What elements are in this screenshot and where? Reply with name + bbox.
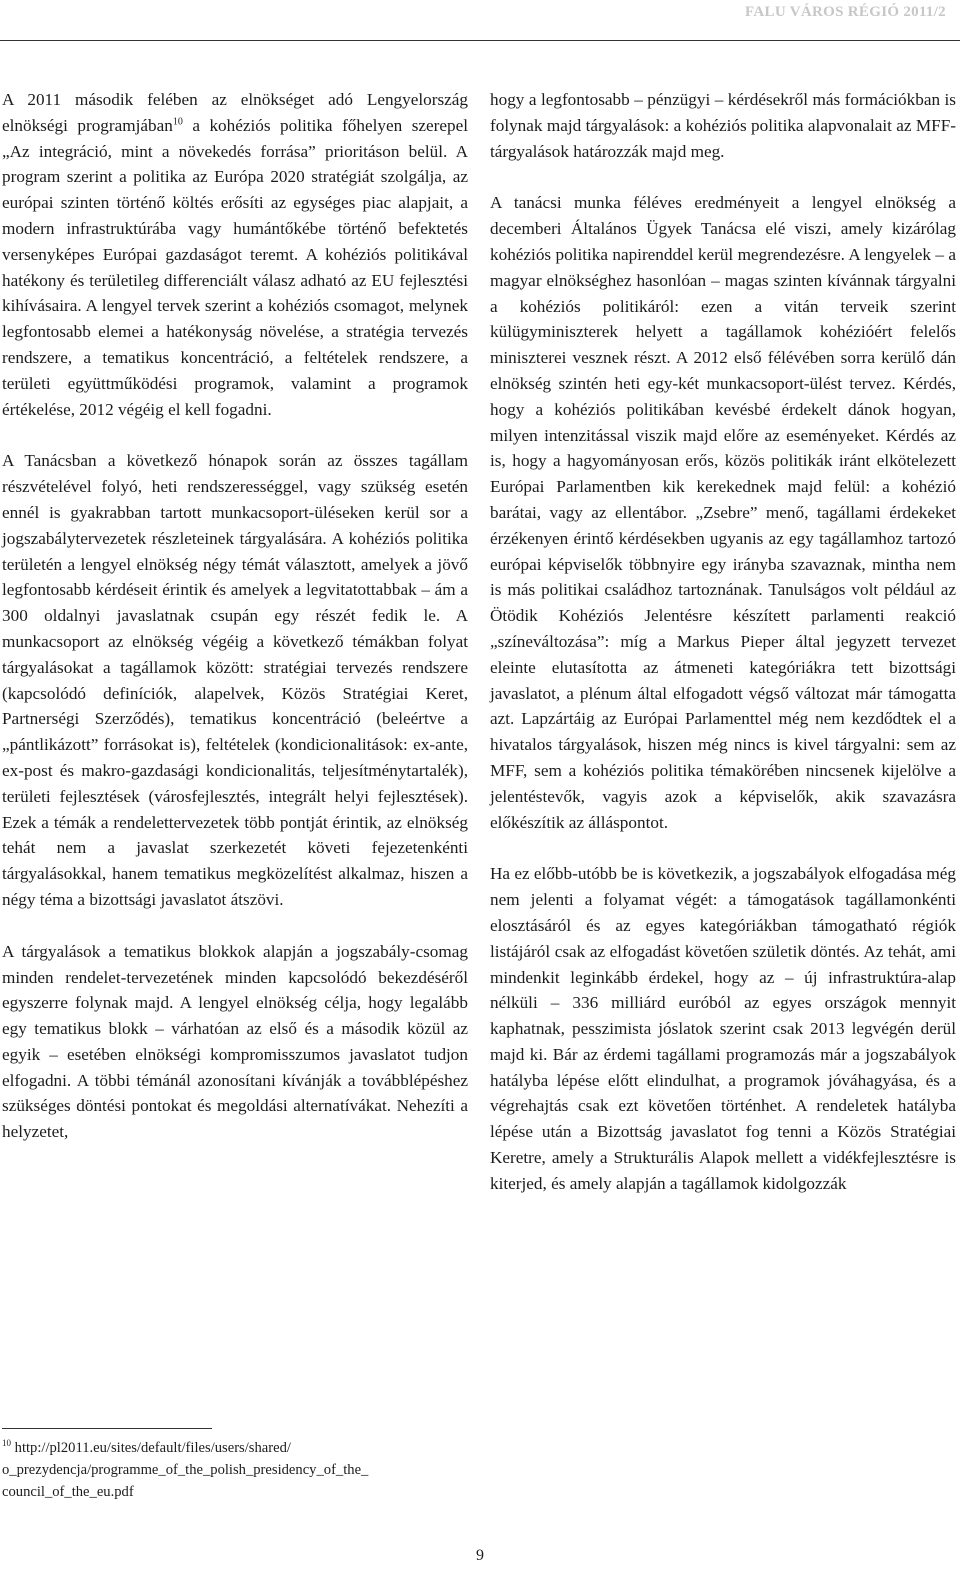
footnote [2, 1437, 472, 1503]
left-paragraph-1-start: A 2011 második felében az elnökséget adó Lengyelország elnökségi programjában [2, 90, 468, 135]
right-paragraph-3: Ha ez előbb-utóbb be is következik, a jogszabályok elfogadása még nem jelenti a folyamat végét: a támogatások tagállamonkénti elosztásáról és az egyes kategóriákban támogatható régiók listájáról csak az elfogadást követően születik döntés. Az tehát, ami mindenkit leginkább érdekel, hogy az – új infrastruktúra-alap nélküli – 336 milliárd euróból az egyes országok mennyit kaphatnak, pesszimista jóslatok szerint csak 2013 legvégén derül majd ki. Bár az érdemi tagállami programozás már a jogszabályok hatályba lépése előtt elindulhat, a programok jóváhagyása, és a végrehajtás csak ezt követően történhet. A rendeletek hatályba lépése után a Bizottság javaslatot fog tenni a Közös Stratégiai Keretre, amely a Strukturális Alapok mellett a vidékfejlesztésre is kiterjed, és amely alapján a tagállamok kidolgozzák [490, 864, 956, 1193]
header-rule [0, 40, 960, 41]
right-paragraph-2: A tanácsi munka féléves eredményeit a lengyel elnökség a decemberi Általános Ügyek Tanácsa elé viszi, amely kizárólag kohéziós politika napirenddel kerül megrendezésre. A lengyelek – a magyar elnökséghez hasonlóan – magas szinten kívánnak tárgyalni a kohéziós politikáról: ezen a vitán terveik szerint külügyminiszterek helyett a tagállamok kohézióért felelős miniszterei vesznek részt. A 2012 első félévében sorra kerülő dán elnökség szintén heti egy-két munkacsoport-ülést tervez. Kérdés, hogy a kohéziós politikában kevésbé érdekelt dánok hogyan, milyen intenzitással viszik majd előre az eseményeket. Kérdés az is, hogy a hagyományosan erős, közös politikák iránt elkötelezett Európai Parlamentben kik kerekednek majd felül: a kohézió barátai, vagy az ellentábor. „Zsebre” menő, tagállami érdekeket érzékenyen érintő kérdésekben ugyanis az egy tagállamhoz tartozó európai képviselők többnyire egy irányba szavaznak, mintha nem is más politikai családhoz tartoznának. Tanulságos volt például az Ötödik Kohéziós Jelentésre készített parlamenti reakció „színeváltozása”: míg a Markus Pieper által jegyzett tervezet eleinte elutasította az átmeneti kategóriákra tett bizottsági javaslatot, a plénum által elfogadott végső változat már támogatta azt. Lapzártáig az Európai Parlamenttel még nem kezdődtek el a hivatalos tárgyalások, hiszen még nincs is kivel tárgyalni: sem az MFF, sem a kohéziós politika témakörében nincsenek kijelölve a jelentéstevők, vagyis azok a képviselők, akik szavazásra előkészítik az álláspontot. [490, 193, 956, 832]
running-header: FALU VÁROS RÉGIÓ 2011/2 [745, 4, 946, 20]
left-paragraph-3: A tárgyalások a tematikus blokkok alapján a jogszabály-csomag minden rendelet-tervezetének minden kapcsolódó bekezdéséről egyszerre folynak majd. A lengyel elnökség célja, hogy legalább egy tematikus blokk – várhatóan az első és a második közül az egyik – esetében elnökségi kompromisszumos javaslatot tudjon elfogadni. A többi témánál azonosítani kívánják a továbblépéshez szükséges döntési pontokat és megoldási alternatívákat. Nehezíti a helyzetet, [2, 941, 468, 1142]
left-paragraph-1-rest: a kohéziós politika főhelyen szerepel „Az integráció, mint a növekedés forrása” prioritáson belül. A program szerint a politika az Európa 2020 stratégiát szolgálja, az európai szinten történő költés erősíti az egységes piac alapjait, a modern infrastruktúrába vagy humántőkébe történő befektetés versenyképes Európai gazdaságot teremt. A kohéziós politikával hatékony és területileg differenciált válasz adható az EU fejlesztési kihívásaira. A lengyel tervek szerint a kohéziós csomagot, melynek legfontosabb elemei a hatékonyság növelése, a stratégia tervezés rendszere, a tematikus koncentráció, a feltételek rendszere, a területi együttműködési programok, valamint a programok értékelése, 2012 végéig el kell fogadni. [2, 115, 468, 419]
right-column [490, 87, 956, 1197]
footnote-text: http://pl2011.eu/sites/default/files/users/shared/ o_prezydencja/programme_of_the_polish_presidency_of_the_ council_of_the_eu.pdf [2, 1440, 369, 1500]
left-column [2, 87, 468, 1145]
footnote-rule [2, 1428, 212, 1429]
page-number: 9 [476, 1547, 484, 1564]
footnote-reference: 10 [172, 116, 183, 128]
left-paragraph-1 [2, 87, 468, 422]
footnote-number: 10 [2, 1438, 11, 1449]
right-paragraph-1: hogy a legfontosabb – pénzügyi – kérdésekről más formációkban is folynak majd tárgyalások: a kohéziós politika alapvonalait az MFF-tárgyalások határozzák majd meg. [490, 90, 956, 161]
left-paragraph-2: A Tanácsban a következő hónapok során az összes tagállam részvételével folyó, heti rendszerességgel, vagy szükség esetén ennél is gyakrabban tartott munkacsoport-üléseken kerül sor a jogszabálytervezetek részleteinek tárgyalására. A kohéziós politika területén a lengyel elnökség négy témát választott, amelyek a jövő legfontosabb kérdéseit érintik és amelyek a legvitatottabbak – ám a 300 oldalnyi javaslatnak csupán egy részét fedik le. A munkacsoport az elnökség végéig a következő témákban folyat tárgyalásokat a tagállamok között: stratégiai tervezés rendszere (kapcsolódó definíciók, alapelvek, Közös Stratégiai Keret, Partnerségi Szerződés), tematikus koncentráció (beleértve a „pántlikázott” forrásokat is), feltételek (kondicionalitások: ex-ante, ex-post és makro-gazdasági kondicionalitás, teljesítménytartalék), területi fejlesztések (városfejlesztés, integrált helyi fejlesztések). Ezek a témák a rendelettervezetek több pontját érintik, az elnökség tehát nem a javaslat szerkezetét követi fejezetenkénti tárgyalásokkal, hanem tematikus megközelítést alkalmaz, hiszen a négy téma a bizottsági javaslatot átszövi. [2, 451, 468, 909]
